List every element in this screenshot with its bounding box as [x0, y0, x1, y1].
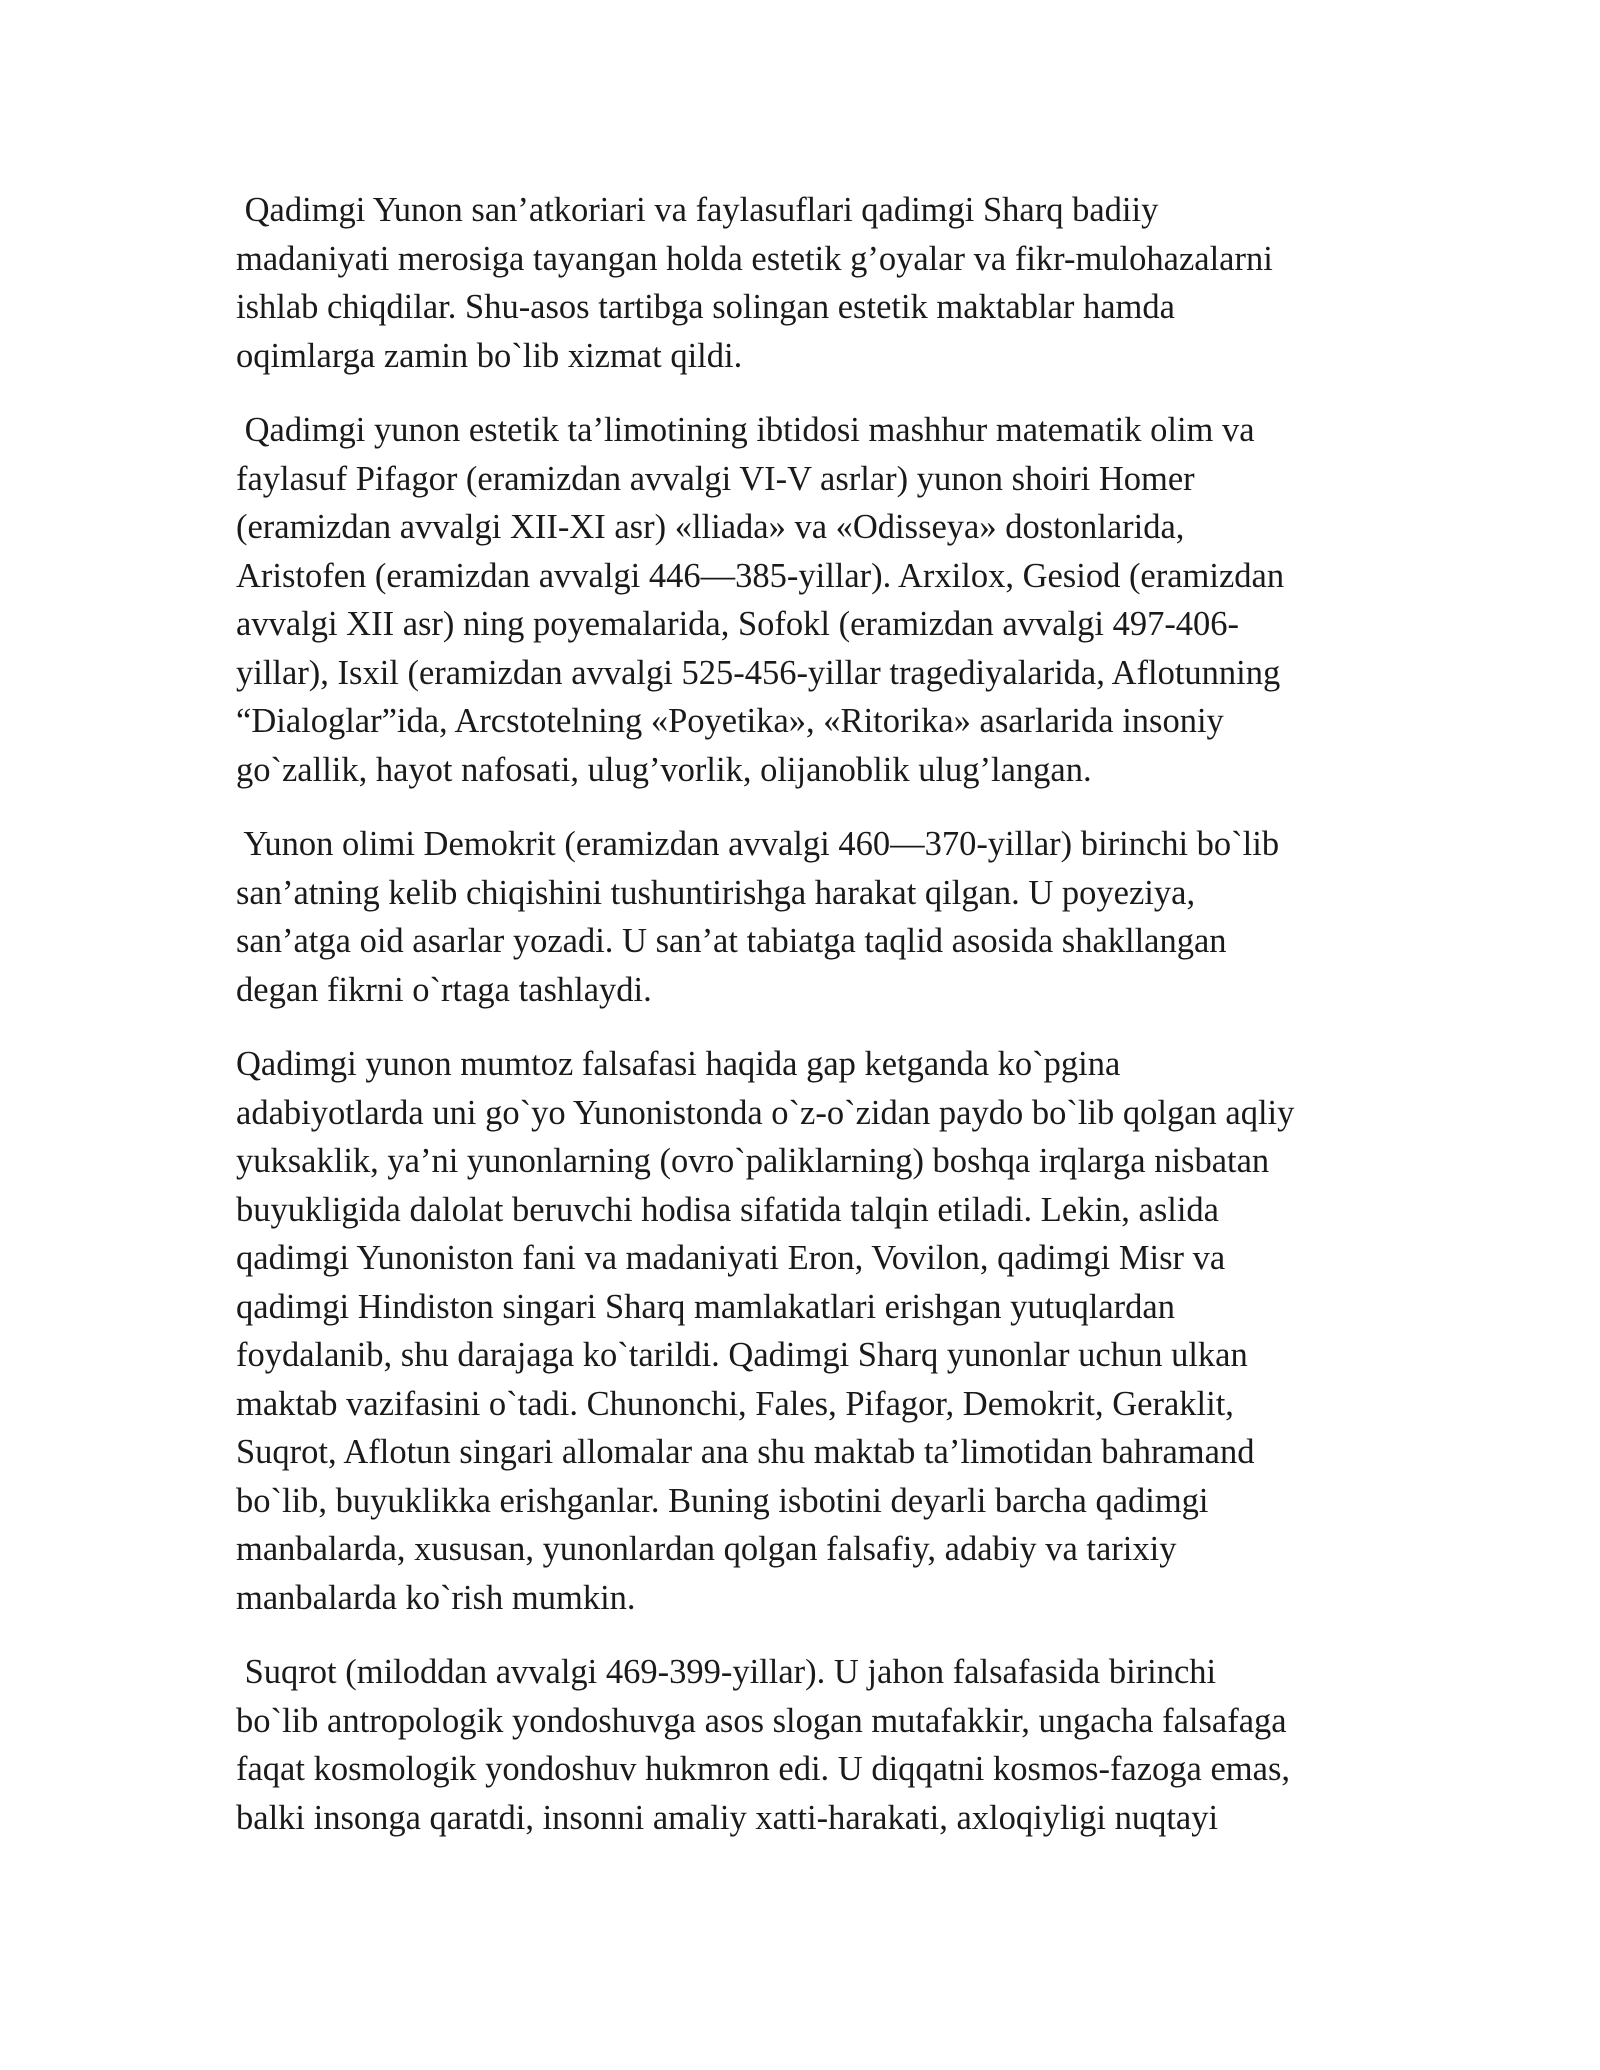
text-line: qadimgi Hindiston singari Sharq mamlakatlari erishgan yutuqlardan	[236, 1287, 1175, 1326]
text-line: yuksaklik, ya’ni yunonlarning (ovro`paliklarning) boshqa irqlarga nisbatan	[236, 1142, 1270, 1180]
paragraph-5	[236, 1648, 1376, 1842]
text-line: degan fikrni o`rtaga tashlaydi.	[236, 970, 652, 1009]
text-line: (eramizdan avvalgi XII-XI asr) «lliada» va «Odisseya» dostonlarida,	[236, 508, 1185, 546]
text-line: avvalgi XII asr) ning poyemalarida, Sofokl (eramizdan avvalgi 497-406-	[236, 605, 1240, 643]
text-line: bo`lib, buyuklikka erishganlar. Buning isbotini deyarli barcha qadimgi	[236, 1481, 1209, 1520]
text-line: Suqrot, Aflotun singari allomalar ana shu maktab ta’limotidan bahramand	[236, 1433, 1255, 1471]
text-line: oqimlarga zamin bo`lib xizmat qildi.	[236, 336, 743, 375]
paragraph-2	[236, 406, 1376, 794]
text-line: faqat kosmologik yondoshuv hukmron edi. U diqqatni kosmos-fazoga emas,	[236, 1750, 1291, 1788]
text-line: Qadimgi yunon mumtoz falsafasi haqida gap ketganda ko`pgina	[236, 1045, 1121, 1083]
text-line: san’atga oid asarlar yozadi. U san’at tabiatga taqlid asosida shakllangan	[236, 922, 1227, 960]
paragraph-4	[236, 1040, 1376, 1622]
paragraph-1	[236, 186, 1376, 380]
text-line: Yunon olimi Demokrit (eramizdan avvalgi 460—370-yillar) birinchi bo`lib	[236, 825, 1280, 863]
text-line: manbalarda, xususan, yunonlardan qolgan falsafiy, adabiy va tarixiy	[236, 1530, 1177, 1568]
text-line: “Dialoglar”ida, Arcstotelning «Poyetika», «Ritorika» asarlarida insoniy	[236, 702, 1224, 740]
text-line: san’atning kelib chiqishini tushuntirishga harakat qilgan. U poyeziya,	[236, 873, 1196, 912]
text-line: go`zallik, hayot nafosati, ulug’vorlik, olijanoblik ulug’langan.	[236, 750, 1092, 789]
text-line: madaniyati merosiga tayangan holda estetik g’oyalar va fikr-mulohazalarni	[236, 239, 1273, 278]
text-line: qadimgi Yunoniston fani va madaniyati Eron, Vovilon, qadimgi Misr va	[236, 1239, 1226, 1277]
text-line: Qadimgi yunon estetik ta’limotining ibtidosi mashhur matematik olim va	[236, 411, 1255, 449]
text-line: Suqrot (miloddan avvalgi 469-399-yillar). U jahon falsafasida birinchi	[236, 1653, 1217, 1691]
text-line: foydalanib, shu darajaga ko`tarildi. Qadimgi Sharq yunonlar uchun ulkan	[236, 1336, 1248, 1374]
text-line: maktab vazifasini o`tadi. Chunonchi, Fales, Pifagor, Demokrit, Geraklit,	[236, 1384, 1234, 1423]
text-line: faylasuf Pifagor (eramizdan avvalgi VI-V asrlar) yunon shoiri Homer	[236, 459, 1195, 498]
text-line: bo`lib antropologik yondoshuvga asos slogan mutafakkir, ungacha falsafaga	[236, 1701, 1287, 1740]
text-line: buyukligida dalolat beruvchi hodisa sifatida talqin etiladi. Lekin, aslida	[236, 1190, 1219, 1229]
document-body	[236, 186, 1376, 1868]
text-line: manbalarda ko`rish mumkin.	[236, 1578, 636, 1617]
text-line: ishlab chiqdilar. Shu-asos tartibga solingan estetik maktablar hamda	[236, 288, 1175, 326]
text-line: yillar), Isxil (eramizdan avvalgi 525-456-yillar tragediyalarida, Aflotunning	[236, 653, 1281, 692]
text-line: adabiyotlarda uni go`yo Yunonistonda o`z-o`zidan paydo bo`lib qolgan aqliy	[236, 1093, 1295, 1132]
text-line: balki insonga qaratdi, insonni amaliy xatti-harakati, axloqiyligi nuqtayi	[236, 1798, 1219, 1837]
text-line: Qadimgi Yunon san’atkoriari va faylasuflari qadimgi Sharq badiiy	[236, 191, 1159, 229]
text-line: Aristofen (eramizdan avvalgi 446—385-yillar). Arxilox, Gesiod (eramizdan	[236, 556, 1285, 595]
paragraph-3	[236, 820, 1376, 1014]
